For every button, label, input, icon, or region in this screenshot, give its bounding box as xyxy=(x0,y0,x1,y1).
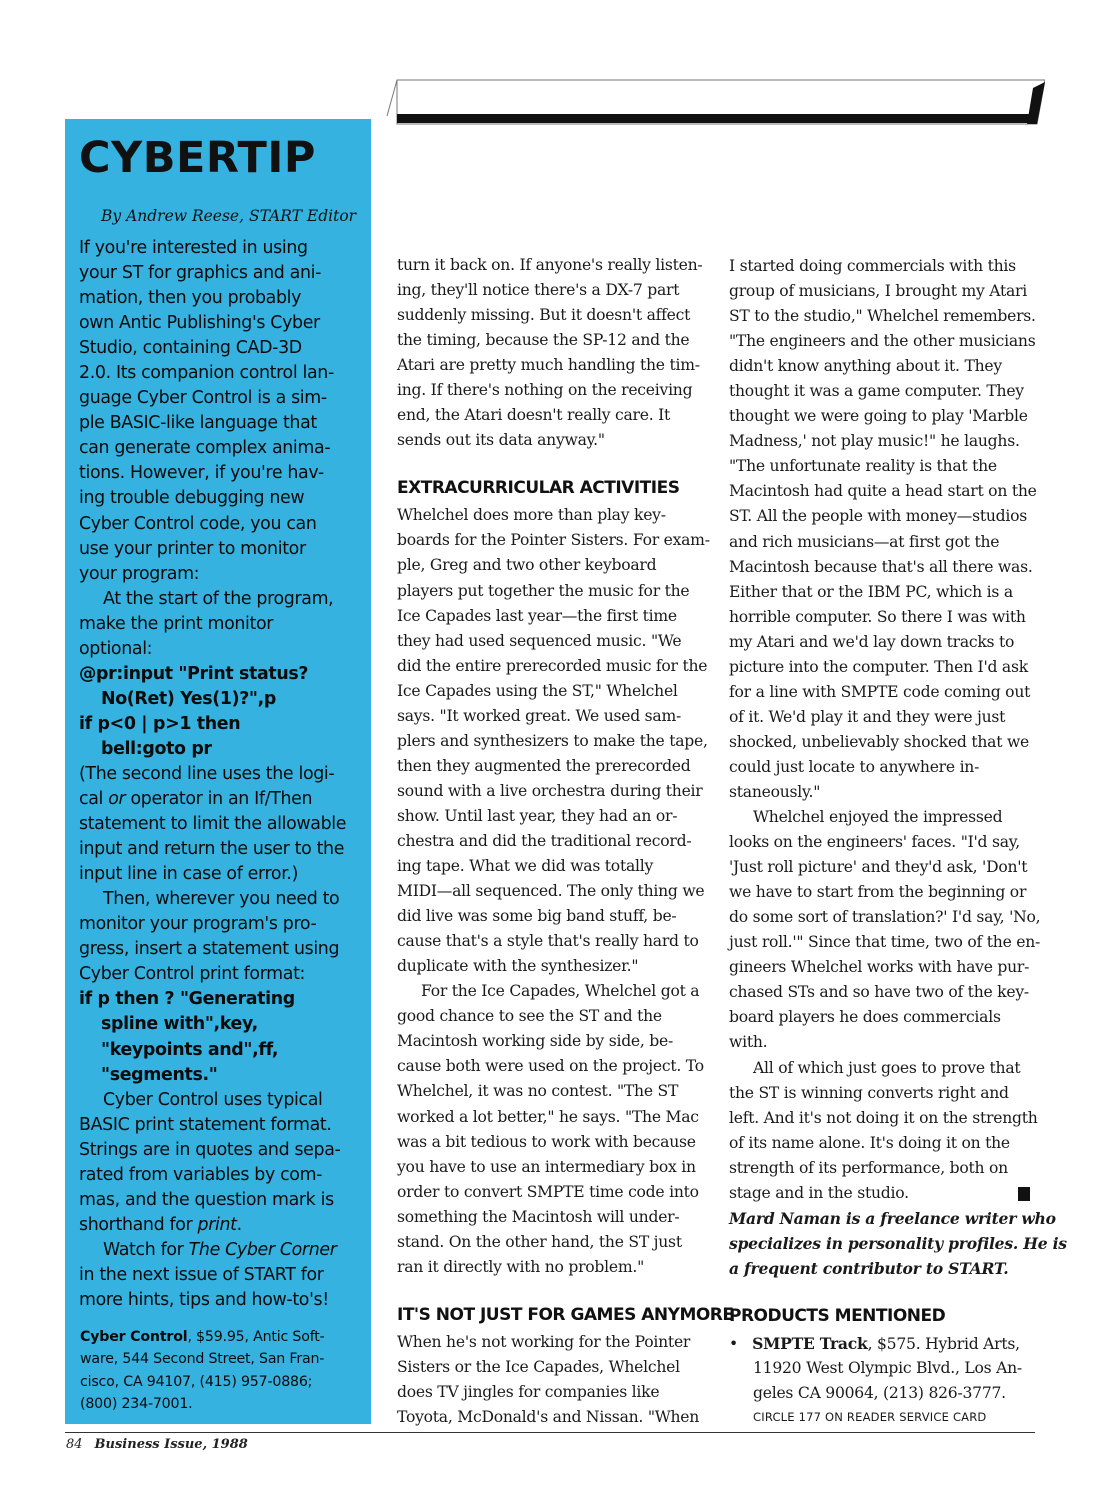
article-line: group of musicians, I brought my Atari xyxy=(729,282,1027,301)
sidebar-line: guage Cyber Control is a sim- xyxy=(79,388,327,409)
article-line: Sisters or the Ice Capades, Whelchel xyxy=(397,1357,680,1376)
credit-line: ware, 544 Second Street, San Fran- xyxy=(80,1351,325,1368)
article-line: Atari are pretty much handling the tim- xyxy=(397,356,700,375)
article-line: For the Ice Capades, Whelchel got a xyxy=(421,982,700,1001)
bullet-icon: • xyxy=(729,1334,738,1353)
article-line: the ST is winning converts right and xyxy=(729,1083,1009,1102)
credit-line xyxy=(80,1326,370,1348)
sidebar-line: ing trouble debugging new xyxy=(79,488,305,509)
article-line: All of which just goes to prove that xyxy=(753,1058,1021,1077)
sidebar-byline: By Andrew Reese, START Editor xyxy=(101,207,357,225)
sidebar-line: Cyber Control print format: xyxy=(79,964,306,985)
article-line: looks on the engineers' faces. "I'd say, xyxy=(729,833,1020,852)
sidebar-line: tions. However, if you're hav- xyxy=(79,463,324,484)
issue-label: Business Issue, 1988 xyxy=(94,1437,248,1452)
article-line: do some sort of translation?' I'd say, 'No, xyxy=(729,908,1041,927)
sidebar-line: can generate complex anima- xyxy=(79,438,331,459)
article-column-3 xyxy=(729,254,1067,1428)
article-line: thought it was a game computer. They xyxy=(729,382,1024,401)
sidebar-line: If you're interested in using xyxy=(79,238,308,258)
article-line: ing, they'll notice there's a DX-7 part xyxy=(397,281,680,300)
article-column-2 xyxy=(397,253,734,1430)
sidebar-line: your program: xyxy=(79,563,200,584)
end-mark-icon xyxy=(1018,1187,1030,1201)
sidebar-line: mas, and the question mark is xyxy=(79,1189,334,1210)
article-line: then they augmented the prerecorded xyxy=(397,756,691,775)
footer-rule xyxy=(65,1432,1035,1433)
article-line: suddenly missing. But it doesn't affect xyxy=(397,306,691,325)
article-line: ST to the studio," Whelchel remembers. xyxy=(729,307,1036,326)
sidebar-inline-text: cal xyxy=(79,789,104,810)
article-line: they had used sequenced music. "We xyxy=(397,631,682,650)
article-line: for a line with SMPTE code coming out xyxy=(729,682,1031,701)
sidebar-line xyxy=(79,787,369,812)
article-line: thought we were going to play 'Marble xyxy=(729,407,1028,426)
article-line: "The unfortunate reality is that the xyxy=(729,457,997,476)
article-line: Macintosh had quite a head start on the xyxy=(729,482,1037,501)
code-line: "segments." xyxy=(101,1064,218,1085)
article-line: with. xyxy=(729,1033,768,1052)
author-bio-line: specializes in personality profiles. He is xyxy=(729,1233,1067,1253)
sidebar-inline-print: print xyxy=(197,1214,237,1235)
sidebar-line: Then, wherever you need to xyxy=(103,889,340,910)
article-line: order to convert SMPTE time code into xyxy=(397,1182,699,1201)
sidebar-line: BASIC print statement format. xyxy=(79,1114,332,1135)
article-line: didn't know anything about it. They xyxy=(729,357,1002,376)
article-line: Ice Capades using the ST," Whelchel xyxy=(397,681,678,700)
article-line: cause that's a style that's really hard to xyxy=(397,932,699,951)
code-line: "keypoints and",ff, xyxy=(101,1039,279,1060)
sidebar-line: At the start of the program, xyxy=(103,588,334,609)
article-line: could just locate to anywhere in- xyxy=(729,757,980,776)
article-line: Whelchel enjoyed the impressed xyxy=(753,808,1003,827)
article-line: left. And it's not doing it on the strength xyxy=(729,1108,1038,1127)
sidebar-line: (The second line uses the logi- xyxy=(79,763,335,784)
article-line: gineers Whelchel works with have pur- xyxy=(729,958,1030,977)
article-line: was a bit tedious to work with because xyxy=(397,1132,696,1151)
product-line: 11920 West Olympic Blvd., Los An- xyxy=(753,1358,1022,1377)
product-details: , $575. Hybrid Arts, xyxy=(867,1334,1020,1353)
credit-line: cisco, CA 94107, (415) 957-0886; xyxy=(80,1373,313,1390)
author-bio-line: Mard Naman is a freelance writer who xyxy=(729,1208,1056,1228)
sidebar-line: statement to limit the allowable xyxy=(79,814,347,835)
article-line: Macintosh because that's all there was. xyxy=(729,557,1033,576)
sidebar-line: Cyber Control uses typical xyxy=(103,1089,323,1110)
article-line: Madness,' not play music!" he laughs. xyxy=(729,432,1020,451)
article-line: Whelchel does more than play key- xyxy=(397,506,666,525)
article-line: does TV jingles for companies like xyxy=(397,1382,660,1401)
code-line: spline with",key, xyxy=(101,1014,258,1035)
sidebar-product-credit xyxy=(80,1326,370,1415)
article-line: of its name alone. It's doing it on the xyxy=(729,1133,1010,1152)
article-line: my Atari and we'd lay down tracks to xyxy=(729,632,1015,651)
article-line xyxy=(729,1181,1049,1206)
header-rule-graphic xyxy=(383,78,1045,126)
sidebar-inline-text: shorthand for xyxy=(79,1214,193,1235)
sidebar-line: mation, then you probably xyxy=(79,288,302,309)
page-footer xyxy=(66,1437,248,1452)
credit-line: (800) 234-7001. xyxy=(80,1395,193,1412)
article-line: we have to start from the beginning or xyxy=(729,883,1027,902)
sidebar-line: more hints, tips and how-to's! xyxy=(79,1289,329,1310)
credit-product-name: Cyber Control xyxy=(80,1329,188,1345)
credit-details: , $59.95, Antic Soft- xyxy=(187,1329,325,1345)
author-bio-line: a frequent contributor to START. xyxy=(729,1258,1009,1278)
sidebar-inline-text: operator in an If/Then xyxy=(130,789,313,810)
article-line: sound with a live orchestra during their xyxy=(397,781,703,800)
sidebar-line: your ST for graphics and ani- xyxy=(79,263,322,284)
sidebar-line: input line in case of error.) xyxy=(79,864,299,885)
article-line: picture into the computer. Then I'd ask xyxy=(729,657,1028,676)
article-line: and rich musicians—at first got the xyxy=(729,532,1000,551)
article-line: end, the Atari doesn't really care. It xyxy=(397,406,671,425)
code-line: @pr:input "Print status? xyxy=(79,663,309,684)
article-line: good chance to see the ST and the xyxy=(397,1007,662,1026)
sidebar-title: CYBERTIP xyxy=(79,133,316,183)
article-line: says. "It worked great. We used sam- xyxy=(397,706,682,725)
sidebar-body xyxy=(79,236,369,1313)
sidebar-line xyxy=(79,1238,369,1263)
sidebar-line: Studio, containing CAD-3D xyxy=(79,338,302,359)
sidebar-inline-or: or xyxy=(108,789,126,810)
article-line: chestra and did the traditional record- xyxy=(397,831,692,850)
sidebar-line: monitor your program's pro- xyxy=(79,914,317,935)
article-line: Ice Capades last year—the first time xyxy=(397,606,677,625)
article-line: players put together the music for the xyxy=(397,581,690,600)
article-line: strength of its performance, both on xyxy=(729,1158,1008,1177)
sidebar-line: make the print monitor xyxy=(79,613,274,634)
article-line: the timing, because the SP-12 and the xyxy=(397,331,690,350)
article-line: 'Just roll picture' and they'd ask, 'Don't xyxy=(729,858,1028,877)
article-line: MIDI—all sequenced. The only thing we xyxy=(397,882,705,901)
article-line: ing. If there's nothing on the receiving xyxy=(397,381,693,400)
article-line: shocked, unbelievably shocked that we xyxy=(729,732,1030,751)
article-line: turn it back on. If anyone's really listen- xyxy=(397,256,703,274)
article-line: ple, Greg and two other keyboard xyxy=(397,556,657,575)
article-line: boards for the Pointer Sisters. For exam- xyxy=(397,531,710,550)
reader-service-note: CIRCLE 177 ON READER SERVICE CARD xyxy=(753,1410,987,1425)
article-line: just roll.'" Since that time, two of the en- xyxy=(729,933,1041,952)
sidebar-line xyxy=(79,1213,369,1238)
sidebar-inline-text: Watch for xyxy=(103,1239,184,1260)
sidebar-line: gress, insert a statement using xyxy=(79,939,340,960)
article-line: board players he does commercials xyxy=(729,1008,1001,1027)
article-line: did live was some big band stuff, be- xyxy=(397,907,677,926)
sidebar-line: Cyber Control code, you can xyxy=(79,513,317,534)
product-line: geles CA 90064, (213) 826-3777. xyxy=(753,1384,1006,1403)
article-line: something the Macintosh will under- xyxy=(397,1207,680,1226)
article-line: Macintosh working side by side, be- xyxy=(397,1032,674,1051)
sidebar-line: 2.0. Its companion control lan- xyxy=(79,363,334,384)
sidebar-line: own Antic Publishing's Cyber xyxy=(79,313,320,334)
article-line: Either that or the IBM PC, which is a xyxy=(729,582,1013,601)
sidebar-inline-cyber-corner: The Cyber Corner xyxy=(188,1239,337,1260)
article-line: I started doing commercials with this xyxy=(729,257,1016,275)
article-line: ing tape. What we did was totally xyxy=(397,857,654,876)
article-line: you have to use an intermediary box in xyxy=(397,1157,696,1176)
sidebar-line: Strings are in quotes and sepa- xyxy=(79,1139,341,1160)
article-line: sends out its data anyway." xyxy=(397,431,605,450)
article-line: of it. We'd play it and they were just xyxy=(729,707,1006,726)
article-line: staneously." xyxy=(729,782,821,801)
article-line: "The engineers and the other musicians xyxy=(729,332,1036,351)
sidebar-inline-text: . xyxy=(236,1214,242,1235)
article-line: When he's not working for the Pointer xyxy=(397,1332,691,1351)
section-heading-products: PRODUCTS MENTIONED xyxy=(729,1305,946,1326)
code-line: bell:goto pr xyxy=(101,738,212,759)
sidebar-line: ple BASIC-like language that xyxy=(79,413,317,434)
article-line: cause both were used on the project. To xyxy=(397,1057,704,1076)
product-name: SMPTE Track xyxy=(752,1333,868,1353)
article-line: Whelchel, it was no contest. "The ST xyxy=(397,1082,679,1101)
code-line: if p<0 | p>1 then xyxy=(79,713,241,734)
article-line: did the entire prerecorded music for the xyxy=(397,656,708,675)
article-line: ST. All the people with money—studios xyxy=(729,507,1028,526)
article-end-text: stage and in the studio. xyxy=(729,1183,909,1202)
article-line: worked a lot better," he says. "The Mac xyxy=(397,1107,699,1126)
article-line: ran it directly with no problem." xyxy=(397,1257,645,1276)
article-line: duplicate with the synthesizer." xyxy=(397,957,639,976)
sidebar-line: optional: xyxy=(79,638,153,659)
cybertip-sidebar xyxy=(65,119,371,1424)
section-heading-extracurricular: EXTRACURRICULAR ACTIVITIES xyxy=(397,478,680,499)
product-line xyxy=(729,1331,1049,1356)
code-line: No(Ret) Yes(1)?",p xyxy=(101,688,276,709)
article-line: show. Until last year, they had an or- xyxy=(397,806,678,825)
article-line: chased STs and so have two of the key- xyxy=(729,983,1029,1002)
article-line: plers and synthesizers to make the tape, xyxy=(397,731,708,750)
page-number: 84 xyxy=(66,1437,83,1452)
sidebar-line: use your printer to monitor xyxy=(79,538,306,559)
sidebar-line: rated from variables by com- xyxy=(79,1164,323,1185)
sidebar-line: input and return the user to the xyxy=(79,839,345,860)
sidebar-line: in the next issue of START for xyxy=(79,1264,324,1285)
code-line: if p then ? "Generating xyxy=(79,989,295,1010)
article-line: horrible computer. So there I was with xyxy=(729,607,1026,626)
article-line: stand. On the other hand, the ST just xyxy=(397,1232,682,1251)
section-heading-not-games: IT'S NOT JUST FOR GAMES ANYMORE xyxy=(397,1304,734,1325)
article-line: Toyota, McDonald's and Nissan. "When xyxy=(397,1407,700,1426)
